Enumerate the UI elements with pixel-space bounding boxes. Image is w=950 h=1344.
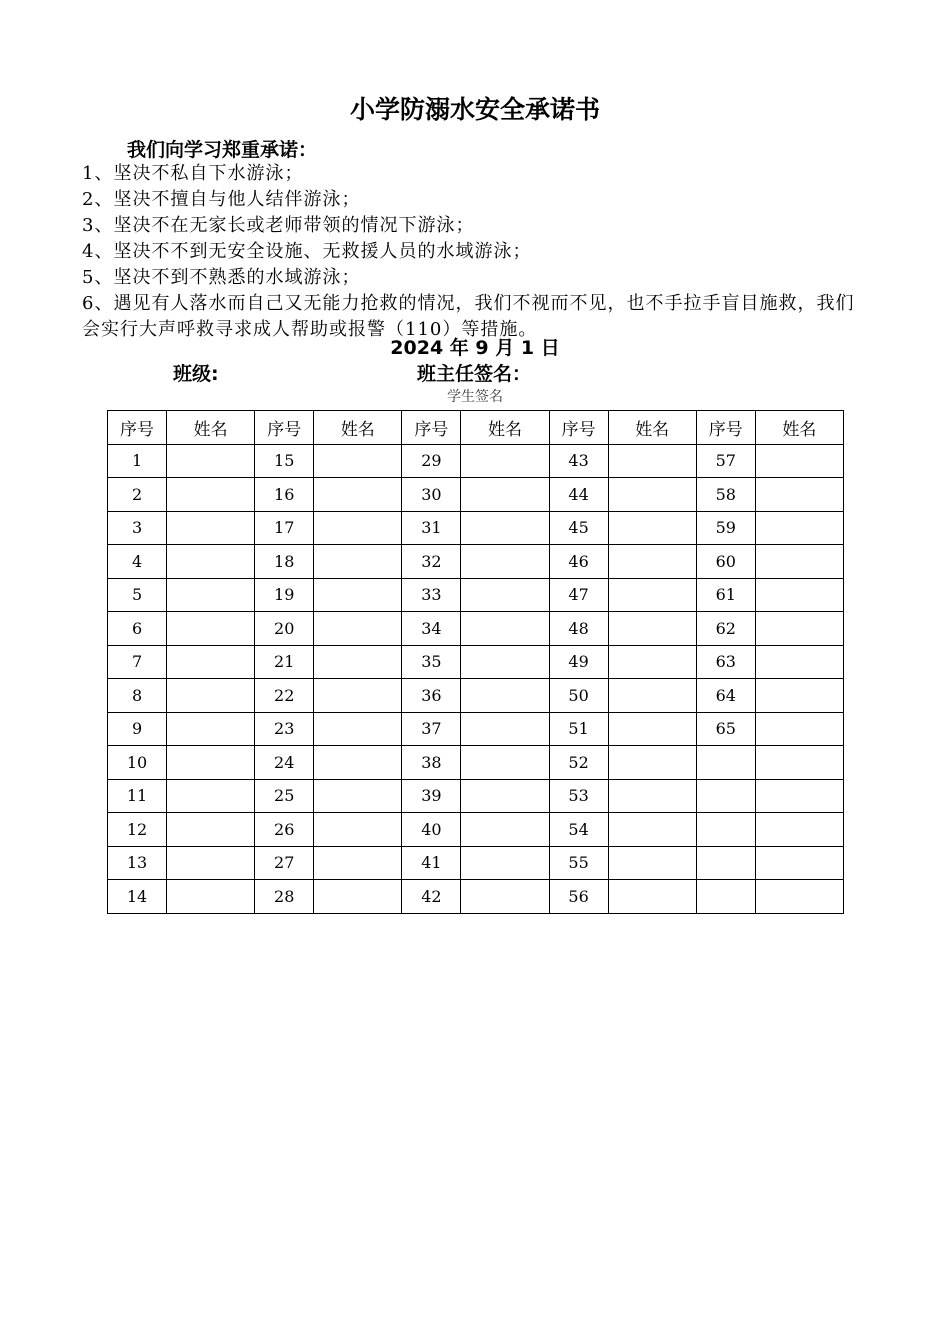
number-cell: 50 — [549, 679, 608, 713]
number-cell: 38 — [402, 746, 461, 780]
table-row — [108, 679, 844, 713]
number-cell: 12 — [108, 813, 167, 847]
table-row — [108, 712, 844, 746]
pledge-item: 1、坚决不私自下水游泳； — [82, 163, 304, 184]
table-body — [108, 444, 844, 913]
number-cell: 6 — [108, 612, 167, 646]
pledge-list — [82, 161, 872, 343]
number-cell: 25 — [255, 779, 314, 813]
name-cell[interactable] — [608, 813, 696, 847]
table-row — [108, 813, 844, 847]
name-cell[interactable] — [314, 779, 402, 813]
table-caption: 学生签名 — [447, 389, 503, 405]
number-cell: 24 — [255, 746, 314, 780]
name-cell[interactable] — [755, 645, 843, 679]
name-cell[interactable] — [608, 679, 696, 713]
name-cell[interactable] — [314, 545, 402, 579]
table-row — [108, 612, 844, 646]
name-cell[interactable] — [314, 578, 402, 612]
number-cell: 20 — [255, 612, 314, 646]
pledge-intro: 我们向学习郑重承诺： — [127, 139, 318, 161]
number-cell: 64 — [696, 679, 755, 713]
number-cell: 40 — [402, 813, 461, 847]
name-cell[interactable] — [755, 880, 843, 914]
name-cell[interactable] — [608, 578, 696, 612]
number-cell: 1 — [108, 444, 167, 478]
name-cell[interactable] — [755, 813, 843, 847]
number-cell: 29 — [402, 444, 461, 478]
name-cell[interactable] — [755, 712, 843, 746]
name-cell[interactable] — [314, 846, 402, 880]
name-cell[interactable] — [314, 813, 402, 847]
column-header: 姓名 — [608, 411, 696, 445]
number-cell: 22 — [255, 679, 314, 713]
number-cell: 37 — [402, 712, 461, 746]
name-cell[interactable] — [608, 444, 696, 478]
name-cell[interactable] — [461, 645, 549, 679]
name-cell[interactable] — [608, 645, 696, 679]
number-cell: 52 — [549, 746, 608, 780]
name-cell[interactable] — [167, 645, 255, 679]
name-cell[interactable] — [608, 779, 696, 813]
number-cell: 7 — [108, 645, 167, 679]
number-cell: 42 — [402, 880, 461, 914]
page-title: 小学防溺水安全承诺书 — [349, 95, 600, 124]
table-row — [108, 478, 844, 512]
name-cell[interactable] — [314, 746, 402, 780]
number-cell: 2 — [108, 478, 167, 512]
name-cell[interactable] — [314, 645, 402, 679]
name-cell[interactable] — [314, 880, 402, 914]
number-cell: 11 — [108, 779, 167, 813]
number-cell: 62 — [696, 612, 755, 646]
table-row — [108, 511, 844, 545]
name-cell[interactable] — [461, 846, 549, 880]
name-cell[interactable] — [461, 813, 549, 847]
number-cell: 26 — [255, 813, 314, 847]
name-cell[interactable] — [461, 612, 549, 646]
name-cell[interactable] — [314, 511, 402, 545]
number-cell: 10 — [108, 746, 167, 780]
name-cell[interactable] — [608, 545, 696, 579]
number-cell: 44 — [549, 478, 608, 512]
name-cell[interactable] — [167, 444, 255, 478]
name-cell[interactable] — [461, 478, 549, 512]
number-cell: 32 — [402, 545, 461, 579]
name-cell[interactable] — [608, 712, 696, 746]
pledge-item: 4、坚决不不到无安全设施、无救援人员的水域游泳； — [82, 241, 532, 262]
number-cell: 51 — [549, 712, 608, 746]
number-cell: 13 — [108, 846, 167, 880]
number-cell — [696, 846, 755, 880]
table-row — [108, 846, 844, 880]
class-label: 班级: — [173, 363, 219, 385]
number-cell: 21 — [255, 645, 314, 679]
name-cell[interactable] — [167, 712, 255, 746]
name-cell[interactable] — [755, 478, 843, 512]
name-cell[interactable] — [314, 612, 402, 646]
number-cell — [696, 880, 755, 914]
number-cell: 54 — [549, 813, 608, 847]
name-cell[interactable] — [461, 746, 549, 780]
name-cell[interactable] — [167, 578, 255, 612]
name-cell[interactable] — [461, 880, 549, 914]
name-cell[interactable] — [314, 444, 402, 478]
name-cell[interactable] — [608, 511, 696, 545]
number-cell: 59 — [696, 511, 755, 545]
column-header: 序号 — [108, 411, 167, 445]
name-cell[interactable] — [167, 679, 255, 713]
number-cell: 57 — [696, 444, 755, 478]
name-cell[interactable] — [755, 746, 843, 780]
pledge-date: 2024 年 9 月 1 日 — [390, 337, 560, 359]
name-cell[interactable] — [167, 746, 255, 780]
column-header: 姓名 — [314, 411, 402, 445]
name-cell[interactable] — [461, 545, 549, 579]
name-cell[interactable] — [461, 679, 549, 713]
number-cell — [696, 746, 755, 780]
column-header: 序号 — [255, 411, 314, 445]
table-row — [108, 545, 844, 579]
number-cell: 18 — [255, 545, 314, 579]
number-cell: 35 — [402, 645, 461, 679]
number-cell: 23 — [255, 712, 314, 746]
number-cell: 55 — [549, 846, 608, 880]
number-cell: 5 — [108, 578, 167, 612]
number-cell: 60 — [696, 545, 755, 579]
name-cell[interactable] — [755, 444, 843, 478]
number-cell: 61 — [696, 578, 755, 612]
student-signature-table — [107, 410, 844, 914]
number-cell: 33 — [402, 578, 461, 612]
number-cell: 56 — [549, 880, 608, 914]
number-cell: 45 — [549, 511, 608, 545]
number-cell: 47 — [549, 578, 608, 612]
number-cell: 8 — [108, 679, 167, 713]
number-cell: 58 — [696, 478, 755, 512]
name-cell[interactable] — [755, 846, 843, 880]
number-cell: 27 — [255, 846, 314, 880]
pledge-item: 6、遇见有人落水而自己又无能力抢救的情况，我们不视而不见，也不手拉手盲目施救，我们会实行大声呼救寻求成人帮助或报警（110）等措施。 — [82, 293, 855, 340]
name-cell[interactable] — [755, 612, 843, 646]
number-cell: 39 — [402, 779, 461, 813]
name-cell[interactable] — [461, 578, 549, 612]
name-cell[interactable] — [314, 478, 402, 512]
number-cell: 34 — [402, 612, 461, 646]
name-cell[interactable] — [755, 779, 843, 813]
name-cell[interactable] — [167, 511, 255, 545]
name-cell[interactable] — [755, 679, 843, 713]
table-row — [108, 880, 844, 914]
column-header: 姓名 — [167, 411, 255, 445]
name-cell[interactable] — [461, 712, 549, 746]
table-row — [108, 578, 844, 612]
column-header: 姓名 — [461, 411, 549, 445]
table-row — [108, 779, 844, 813]
number-cell: 16 — [255, 478, 314, 512]
column-header: 序号 — [696, 411, 755, 445]
number-cell: 63 — [696, 645, 755, 679]
column-header: 姓名 — [755, 411, 843, 445]
name-cell[interactable] — [167, 478, 255, 512]
number-cell: 28 — [255, 880, 314, 914]
column-header: 序号 — [549, 411, 608, 445]
pledge-item: 3、坚决不在无家长或老师带领的情况下游泳； — [82, 215, 475, 236]
table-row — [108, 746, 844, 780]
name-cell[interactable] — [167, 846, 255, 880]
name-cell[interactable] — [608, 846, 696, 880]
number-cell: 49 — [549, 645, 608, 679]
number-cell: 4 — [108, 545, 167, 579]
table-row — [108, 645, 844, 679]
name-cell[interactable] — [608, 612, 696, 646]
number-cell: 9 — [108, 712, 167, 746]
number-cell: 31 — [402, 511, 461, 545]
number-cell — [696, 779, 755, 813]
number-cell: 65 — [696, 712, 755, 746]
number-cell: 30 — [402, 478, 461, 512]
name-cell[interactable] — [461, 511, 549, 545]
name-cell[interactable] — [167, 813, 255, 847]
pledge-item: 5、坚决不到不熟悉的水域游泳； — [82, 267, 361, 288]
pledge-item: 2、坚决不擅自与他人结伴游泳； — [82, 189, 361, 210]
number-cell: 48 — [549, 612, 608, 646]
name-cell[interactable] — [755, 578, 843, 612]
number-cell: 15 — [255, 444, 314, 478]
name-cell[interactable] — [314, 712, 402, 746]
name-cell[interactable] — [461, 779, 549, 813]
number-cell: 53 — [549, 779, 608, 813]
name-cell[interactable] — [608, 478, 696, 512]
table-header-row — [108, 411, 844, 445]
name-cell[interactable] — [167, 545, 255, 579]
number-cell: 41 — [402, 846, 461, 880]
number-cell: 46 — [549, 545, 608, 579]
column-header: 序号 — [402, 411, 461, 445]
teacher-signature-label: 班主任签名： — [417, 363, 532, 385]
name-cell[interactable] — [461, 444, 549, 478]
number-cell — [696, 813, 755, 847]
name-cell[interactable] — [167, 612, 255, 646]
name-cell[interactable] — [167, 880, 255, 914]
table-row — [108, 444, 844, 478]
name-cell[interactable] — [608, 880, 696, 914]
name-cell[interactable] — [167, 779, 255, 813]
name-cell[interactable] — [755, 511, 843, 545]
number-cell: 19 — [255, 578, 314, 612]
number-cell: 14 — [108, 880, 167, 914]
name-cell[interactable] — [755, 545, 843, 579]
number-cell: 17 — [255, 511, 314, 545]
name-cell[interactable] — [314, 679, 402, 713]
number-cell: 43 — [549, 444, 608, 478]
number-cell: 3 — [108, 511, 167, 545]
number-cell: 36 — [402, 679, 461, 713]
name-cell[interactable] — [608, 746, 696, 780]
